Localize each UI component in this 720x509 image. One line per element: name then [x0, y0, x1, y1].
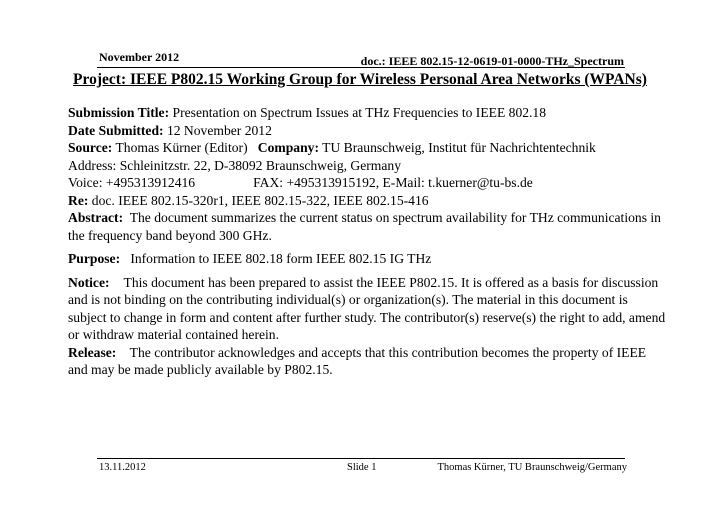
footer-slide-number: Slide 1 [347, 462, 377, 473]
purpose: Information to IEEE 802.18 form IEEE 802.15 IG THz [130, 251, 432, 266]
voice-line [68, 174, 668, 192]
footer-author: Thomas Kürner, TU Braunschweig/Germany [437, 462, 627, 473]
footer-rule [97, 458, 625, 459]
header-date: November 2012 [99, 50, 180, 64]
re-label: Re: [68, 192, 89, 208]
re-line [68, 192, 668, 210]
company: TU Braunschweig, Institut für Nachrichtentechnik [322, 140, 596, 155]
submission-title-label: Submission Title: [68, 105, 170, 120]
submission-title-line [68, 104, 668, 122]
date-submitted-label: Date Submitted: [68, 122, 164, 138]
abstract-line [68, 209, 668, 244]
notice-line [68, 274, 668, 344]
footer-date: 13.11.2012 [99, 462, 146, 473]
submission-title: Presentation on Spectrum Issues at THz Frequencies to IEEE 802.18 [172, 105, 547, 120]
abstract-label: Abstract: [68, 210, 124, 225]
date-submitted: 12 November 2012 [166, 122, 272, 138]
header-doc-id: doc.: IEEE 802.15-12-0619-01-0000-THz_Spectrum [360, 54, 624, 68]
date-submitted-line [68, 122, 668, 140]
release-line [68, 344, 668, 379]
notice-label: Notice: [68, 274, 110, 290]
re: doc. IEEE 802.15-320r1, IEEE 802.15-322, IEEE 802.15-416 [91, 192, 429, 208]
release: The contributor acknowledges and accepts that this contribution becomes the property of IEEE and may be made publicly available by P802.15. [68, 344, 647, 377]
purpose-label: Purpose: [68, 251, 121, 266]
source: Thomas Kürner (Editor) [115, 140, 248, 155]
purpose-line [68, 250, 668, 268]
document-body [68, 104, 668, 379]
address-line: Address: Schleinitzstr. 22, D-38092 Braunschweig, Germany [68, 157, 401, 173]
source-line [68, 139, 668, 157]
source-label: Source: [68, 140, 113, 155]
fax-email: FAX: +495313915192, E-Mail: t.kuerner@tu-bs.de [253, 175, 533, 190]
release-label: Release: [68, 344, 117, 360]
project-title: Project: IEEE P802.15 Working Group for Wireless Personal Area Networks (WPANs) [73, 71, 647, 88]
abstract: The document summarizes the current status on spectrum availability for THz communications in the frequency band beyond 300 GHz. [68, 210, 661, 243]
company-label: Company: [257, 140, 319, 155]
notice: This document has been prepared to assist the IEEE P802.15. It is offered as a basis for discussion and is not binding on the contributing individual(s) or organization(s). The material in this document is subject to change in form and content after further study. The contributor(s) reserve(s) the right to add, amend or withdraw material contained herein. [68, 274, 666, 342]
header-rule [97, 67, 625, 68]
voice: Voice: +495313912416 [68, 175, 196, 190]
